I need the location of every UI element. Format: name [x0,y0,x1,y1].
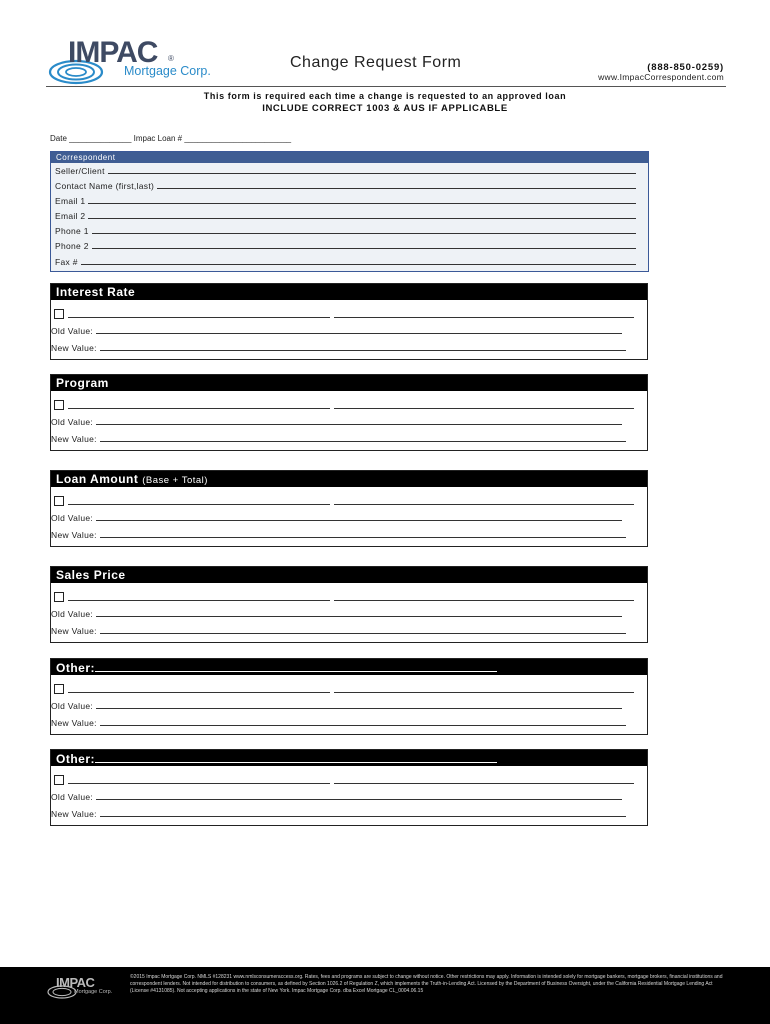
section-checkbox-row [51,684,645,695]
new-value-row-input-line[interactable] [100,342,626,351]
new-value-row[interactable] [51,808,645,819]
logo-wordmark: IMPAC [68,36,158,69]
new-value-row-label: New Value: [51,718,97,728]
section-checkbox-row [51,496,645,507]
notice-line-1: This form is required each time a change is requested to an approved loan [203,91,567,101]
section-title: Loan Amount [56,472,139,486]
section-5 [50,658,648,735]
old-value-row-input-line[interactable] [96,325,622,334]
correspondent-field-input-line[interactable] [81,256,636,265]
new-value-row-label: New Value: [51,343,97,353]
section-heading [51,375,647,391]
date-loan-number-line[interactable]: Date ______________ Impac Loan # ________________________ [50,134,292,143]
section-heading [51,284,647,300]
correspondent-field-6[interactable] [55,240,641,251]
section-checkbox[interactable] [54,684,64,694]
correspondent-field-input-line[interactable] [92,240,636,249]
old-value-row-label: Old Value: [51,417,94,427]
form-title: Change Request Form [290,54,462,71]
old-value-row-label: Old Value: [51,513,94,523]
section-checkbox-row [51,775,645,786]
other-title-input-line[interactable] [95,750,497,763]
old-value-row-input-line[interactable] [96,416,622,425]
old-value-row[interactable] [51,512,645,523]
correspondent-heading: Correspondent [51,152,648,163]
impac-logo [46,36,246,88]
section-field-line[interactable] [334,592,634,601]
old-value-row[interactable] [51,416,645,427]
section-field-line[interactable] [334,309,634,318]
correspondent-field-label: Contact Name (first,last) [55,181,155,191]
old-value-row-label: Old Value: [51,792,94,802]
section-checkbox[interactable] [54,400,64,410]
section-field-line[interactable] [334,775,634,784]
section-heading [51,471,647,487]
correspondent-field-2[interactable] [55,180,641,191]
section-field-line[interactable] [68,400,330,409]
correspondent-field-1[interactable] [55,165,641,176]
section-field-line[interactable] [68,592,330,601]
correspondent-field-label: Fax # [55,257,78,267]
section-4 [50,566,648,643]
section-checkbox[interactable] [54,309,64,319]
new-value-row[interactable] [51,717,645,728]
section-field-line[interactable] [334,684,634,693]
new-value-row-label: New Value: [51,434,97,444]
section-heading [51,659,647,675]
correspondent-field-input-line[interactable] [92,225,636,234]
new-value-row[interactable] [51,529,645,540]
correspondent-field-7[interactable] [55,256,641,267]
correspondent-field-input-line[interactable] [88,195,636,204]
new-value-row-input-line[interactable] [100,808,626,817]
old-value-row-label: Old Value: [51,609,94,619]
section-checkbox-row [51,592,645,603]
footer-logo-subtitle: Mortgage Corp. [74,989,113,995]
new-value-row-input-line[interactable] [100,717,626,726]
new-value-row-label: New Value: [51,809,97,819]
correspondent-field-label: Email 2 [55,211,86,221]
old-value-row-input-line[interactable] [96,608,622,617]
correspondent-box [50,151,649,272]
new-value-row-input-line[interactable] [100,433,626,442]
section-field-line[interactable] [68,309,330,318]
section-checkbox[interactable] [54,496,64,506]
section-3 [50,470,648,547]
new-value-row[interactable] [51,433,645,444]
correspondent-field-input-line[interactable] [88,210,636,219]
correspondent-field-label: Phone 2 [55,241,89,251]
old-value-row[interactable] [51,791,645,802]
section-title: Program [56,376,109,390]
correspondent-field-3[interactable] [55,195,641,206]
old-value-row[interactable] [51,325,645,336]
old-value-row-input-line[interactable] [96,512,622,521]
old-value-row-input-line[interactable] [96,791,622,800]
footer-logo-wordmark: IMPAC [56,975,95,990]
correspondent-field-input-line[interactable] [157,180,636,189]
section-field-line[interactable] [68,775,330,784]
section-heading [51,567,647,583]
old-value-row-label: Old Value: [51,326,94,336]
logo-registered-mark: ® [168,54,174,63]
new-value-row-label: New Value: [51,626,97,636]
section-title: Other: [56,752,95,766]
section-field-line[interactable] [68,684,330,693]
section-checkbox-row [51,400,645,411]
section-checkbox-row [51,309,645,320]
correspondent-field-5[interactable] [55,225,641,236]
footer-disclaimer: ©2015 Impac Mortgage Corp. NMLS #128231 www.nmlsconsumeraccess.org. Rates, fees and programs are subject to change without notice. Other restrictions may apply. Information is intended solely for mortgage bankers, mortgage brokers, financial institutions and correspondent lenders. Not intended for distribution to consumers, as defined by Section 1026.2 of Regulation Z, which implements the Truth-in-Lending Act. Licensed by the Department of Business Oversight, under the California Residential Mortgage Lending Act (License #4131085). Not accepting applications in the state of New York. Impac Mortgage Corp. dba Excel Mortgage CL_0004.06.15 [130,974,723,994]
new-value-row-input-line[interactable] [100,529,626,538]
contact-website: www.ImpacCorrespondent.com [598,72,724,82]
correspondent-field-4[interactable] [55,210,641,221]
correspondent-field-label: Email 1 [55,196,86,206]
section-title: Sales Price [56,568,126,582]
footer-logo [46,975,126,999]
section-1 [50,283,648,360]
correspondent-field-input-line[interactable] [108,165,636,174]
new-value-row[interactable] [51,625,645,636]
section-heading [51,750,647,766]
section-title: Interest Rate [56,285,136,299]
contact-phone: (888-850-0259) [647,62,724,73]
section-6 [50,749,648,826]
section-2 [50,374,648,451]
correspondent-field-label: Phone 1 [55,226,89,236]
section-field-line[interactable] [68,496,330,505]
section-field-line[interactable] [334,400,634,409]
section-checkbox[interactable] [54,775,64,785]
old-value-row-label: Old Value: [51,701,94,711]
new-value-row-input-line[interactable] [100,625,626,634]
footer [0,967,770,1024]
other-title-input-line[interactable] [95,659,497,672]
new-value-row[interactable] [51,342,645,353]
section-title: Other: [56,661,95,675]
old-value-row[interactable] [51,700,645,711]
section-subtitle: (Base + Total) [142,475,208,486]
new-value-row-label: New Value: [51,530,97,540]
section-checkbox[interactable] [54,592,64,602]
logo-subtitle: Mortgage Corp. [124,64,211,78]
section-field-line[interactable] [334,496,634,505]
old-value-row[interactable] [51,608,645,619]
old-value-row-input-line[interactable] [96,700,622,709]
correspondent-field-label: Seller/Client [55,166,105,176]
header-divider [46,86,726,87]
notice-line-2: INCLUDE CORRECT 1003 & AUS IF APPLICABLE [262,103,508,114]
